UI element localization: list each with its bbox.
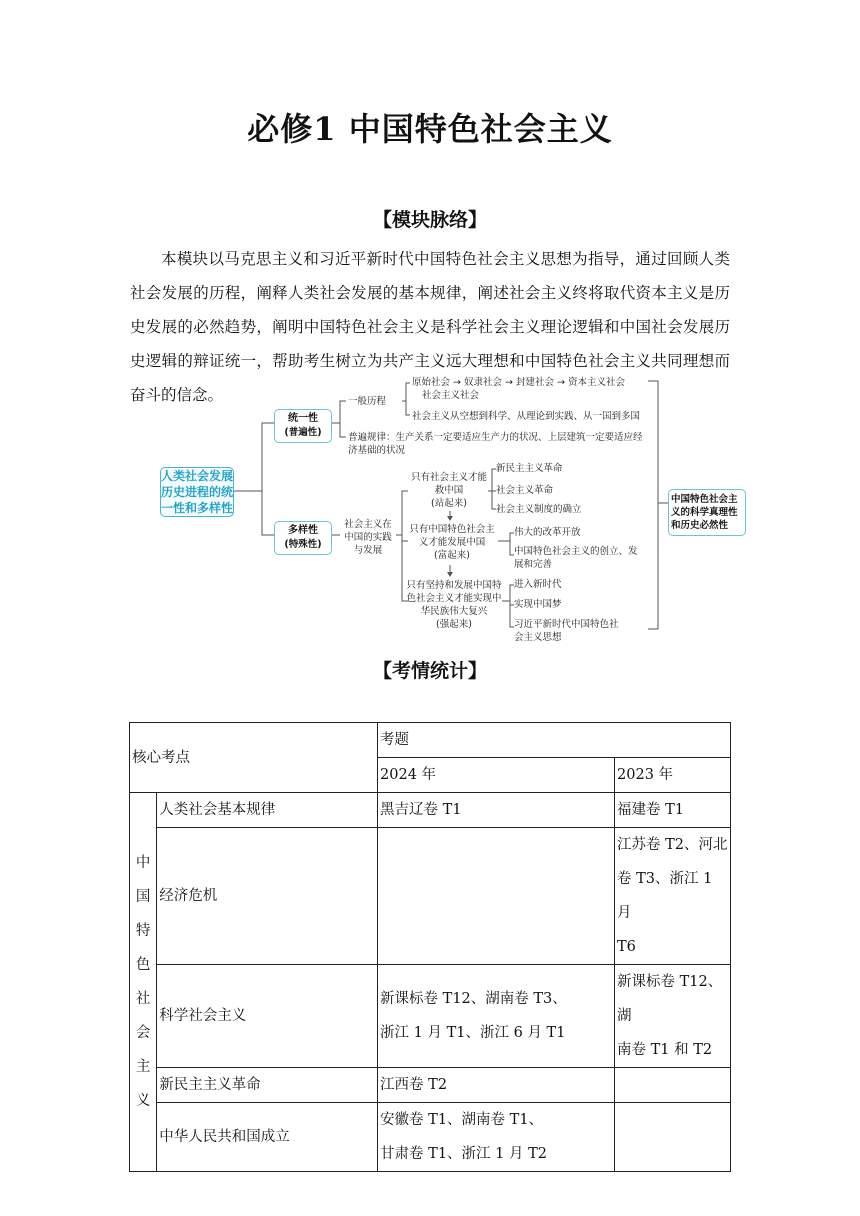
table-row: [130, 1068, 731, 1103]
table-row: [130, 828, 731, 965]
stage-primitive: 原始社会: [412, 377, 451, 388]
topic-cell: 新民主主义革命: [157, 1068, 378, 1103]
universal-law: 普遍规律：生产关系一定要适应生产力的状况、上层建筑一定要适应经济基础的状况: [348, 432, 643, 456]
table-header-row: [130, 723, 731, 758]
stage2-node: [406, 523, 498, 562]
intro-paragraph: 本模块以马克思主义和习近平新时代中国特色社会主义思想为指导，通过回顾人类社会发展的历程，阐释人类社会发展的基本规律，阐述社会主义终将取代资本主义是历史发展的必然趋势，阐明中国特色社会主义是科学社会主义理论逻辑和中国社会发展历史逻辑的辩证统一，帮助考生树立为共产主义远大理想和中国特色社会主义共同理想而奋斗的信念。: [130, 250, 730, 404]
section-heading-module: 【模块脉络】: [372, 209, 487, 231]
cell-line: 江西卷 T2: [380, 1077, 448, 1093]
stage2-tag: (富起来): [434, 550, 470, 561]
conclusion-node: 中国特色社会主义的科学真理性和历史必然性: [668, 489, 746, 536]
page-title: 必修1 中国特色社会主义: [247, 110, 613, 148]
stage3-tag: (强起来): [436, 619, 472, 630]
cell-line: 安徽卷 T1、湖南卷 T1、: [380, 1112, 544, 1128]
cell-line: 福建卷 T1: [617, 802, 685, 818]
practice-label: 社会主义在中国的实践与发展: [344, 519, 392, 556]
diversity-label: 多样性: [288, 525, 318, 536]
stage2-text: 只有中国特色社会主义才能发展中国: [409, 524, 495, 548]
stage1-item-2: 社会主义革命: [496, 485, 554, 496]
cell-line: 江苏卷 T2、河北: [617, 837, 728, 853]
root-node: 人类社会发展历史进程的统一性和多样性: [161, 469, 234, 515]
y2024-cell: [378, 1068, 615, 1103]
table-row: [130, 1103, 731, 1172]
stage1-text: 只有社会主义才能救中国: [410, 472, 487, 496]
stage3-item-2: 实现中国梦: [514, 599, 562, 610]
stage3-item-1: 进入新时代: [514, 579, 562, 590]
y2023-cell: [615, 828, 731, 965]
stage1-tag: (站起来): [431, 498, 467, 509]
cell-line: 甘肃卷 T1、浙江 1 月 T2: [380, 1146, 548, 1162]
y2024-cell: [378, 965, 615, 1068]
topic-cell: 经济危机: [157, 828, 378, 965]
y2023-cell: [615, 965, 731, 1068]
unity-sub: (普遍性): [284, 427, 322, 438]
stage-chain: 原始社会 → 奴隶社会 → 封建社会 → 资本主义社会: [412, 377, 626, 388]
section-heading-stats: 【考情统计】: [372, 660, 487, 682]
group-char: 中: [135, 855, 151, 871]
y2023-cell: [615, 1103, 731, 1172]
stage-slave: 奴隶社会: [464, 377, 503, 388]
header-core: 核心考点: [130, 723, 378, 793]
diversity-sub: (特殊性): [284, 539, 322, 550]
topic-cell: 人类社会基本规律: [157, 793, 378, 828]
exam-stats-table: [129, 722, 731, 1172]
group-char: 色: [135, 957, 151, 973]
diversity-node: [274, 521, 332, 555]
stage3-item-3: 习近平新时代中国特色社会主义思想: [514, 619, 619, 643]
stage2-item-1: 伟大的改革开放: [514, 527, 581, 538]
table-row: [130, 793, 731, 828]
group-char: 会: [135, 1025, 151, 1041]
stage-socialist: 社会主义社会: [422, 390, 480, 401]
general-process-label: 一般历程: [348, 396, 387, 407]
header-year-2023: 2023 年: [615, 758, 731, 793]
stage1-item-3: 社会主义制度的确立: [496, 504, 582, 515]
stage3-node: [406, 579, 502, 631]
y2024-cell: [378, 793, 615, 828]
cell-line: 新课标卷 T12、湖: [617, 974, 723, 1024]
cell-line: 卷 T3、浙江 1 月: [617, 871, 713, 921]
socialism-development: 社会主义从空想到科学、从理论到实践、从一国到多国: [412, 411, 641, 422]
cell-line: 黑吉辽卷 T1: [380, 802, 462, 818]
topic-cell: 科学社会主义: [157, 965, 378, 1068]
stage1-item-1: 新民主主义革命: [496, 463, 563, 474]
group-label: [130, 793, 157, 1172]
stage-capitalist: 资本主义社会: [568, 377, 626, 388]
group-char: 特: [135, 923, 151, 939]
stage3-text: 只有坚持和发展中国特色社会主义才能实现中华民族伟大复兴: [406, 580, 502, 617]
module-mind-map: [150, 373, 750, 643]
cell-line: 南卷 T1 和 T2: [617, 1042, 713, 1058]
y2023-cell: [615, 793, 731, 828]
group-char: 义: [135, 1093, 151, 1109]
cell-line: 新课标卷 T12、湖南卷 T3、: [380, 991, 567, 1007]
cell-line: 浙江 1 月 T1、浙江 6 月 T1: [380, 1025, 566, 1041]
stage-feudal: 封建社会: [516, 377, 555, 388]
group-char: 国: [135, 889, 151, 905]
cell-line: T6: [617, 939, 636, 955]
stage2-item-2: 中国特色社会主义的创立、发展和完善: [514, 546, 638, 570]
y2023-cell: [615, 1068, 731, 1103]
group-char: 主: [135, 1059, 151, 1075]
stage1-node: [408, 471, 490, 510]
header-year-2024: 2024 年: [378, 758, 615, 793]
y2024-cell: [378, 1103, 615, 1172]
y2024-cell: [378, 828, 615, 965]
table-row: [130, 965, 731, 1068]
unity-label: 统一性: [288, 413, 318, 424]
header-exam: 考题: [378, 723, 731, 758]
topic-cell: 中华人民共和国成立: [157, 1103, 378, 1172]
group-char: 社: [135, 991, 151, 1007]
unity-node: [274, 409, 332, 443]
